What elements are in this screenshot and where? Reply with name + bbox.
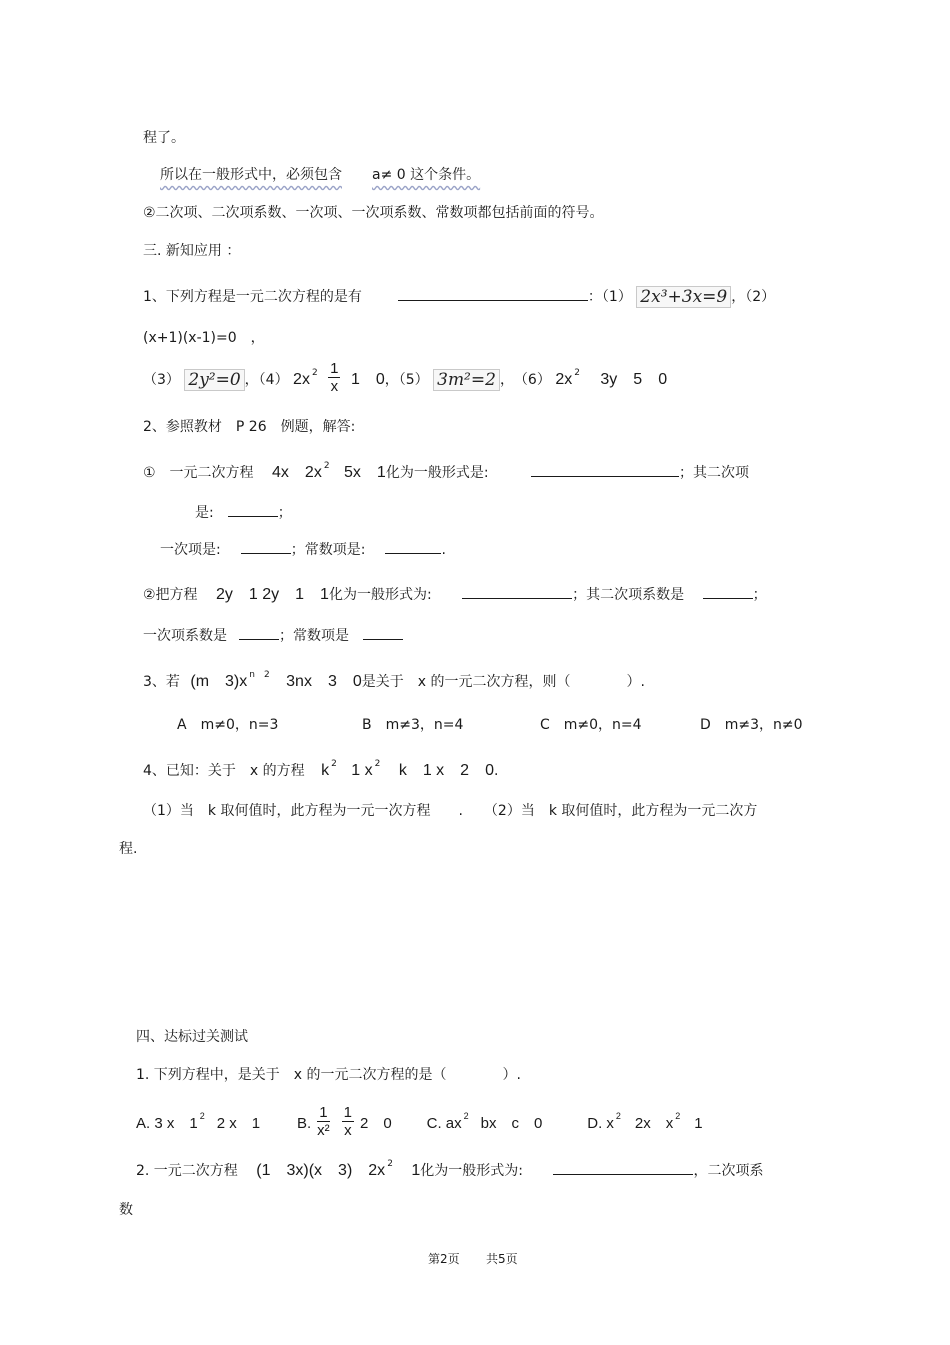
text-line: 数: [119, 1202, 133, 1218]
answer-blank[interactable]: [703, 584, 753, 599]
equation-image: 2x³+3x=9: [636, 286, 731, 308]
option-d[interactable]: D m≠3，n≠0: [700, 717, 803, 733]
question-2a-line3: [160, 539, 446, 559]
option-label: ， （6）: [499, 372, 551, 388]
text-fragment: ；常数项是:: [290, 542, 366, 558]
question-2b-line2: [143, 625, 403, 645]
text-line: 程了。: [143, 130, 185, 146]
exponent: n 2: [249, 670, 270, 680]
text-fragment: ；: [752, 587, 767, 603]
page-total: 共5页: [486, 1252, 518, 1266]
question-1-options: [143, 362, 667, 398]
numerator: 1: [317, 1104, 330, 1122]
equation: (1 3x)(x 3) 2x: [256, 1162, 386, 1179]
exponent: 2: [374, 759, 381, 769]
text-fragment: ：（1）: [587, 289, 632, 305]
fraction: [328, 360, 340, 396]
equation: 4x 2x: [272, 464, 322, 481]
answer-blank[interactable]: [239, 625, 279, 640]
denominator: x: [330, 378, 339, 395]
text-fragment: 3、若: [143, 674, 180, 690]
text-fragment: 化为一般形式为:: [328, 587, 432, 603]
exponent: 2: [675, 1110, 681, 1121]
equation: k 1 x 2 0: [398, 762, 494, 779]
equation: 2x: [555, 371, 573, 388]
answer-blank[interactable]: [385, 539, 441, 554]
equation: 2y 1 2y 1 1: [216, 586, 329, 603]
equation: 5x 1: [344, 464, 386, 481]
question-3: [143, 668, 645, 691]
option-b[interactable]: B m≠3，n=4: [362, 717, 464, 733]
exponent: 2: [331, 759, 337, 769]
question-2a: [143, 459, 749, 482]
equation-image: 2y²=0: [184, 369, 244, 391]
section-title: 三. 新知应用 ：: [143, 243, 241, 259]
exponent: 2: [311, 368, 318, 378]
equation: 3nx 3 0: [286, 673, 362, 690]
text-fragment: a≠ 0 这个条件。: [372, 167, 481, 183]
text-line: 程.: [119, 841, 138, 857]
equation: A. 3 x 1: [136, 1114, 198, 1132]
text-fragment: ① 一元二次方程: [143, 465, 254, 481]
option-b[interactable]: [296, 1104, 392, 1139]
text-fragment: 一次项系数是: [143, 628, 227, 644]
equation: 1: [694, 1114, 703, 1132]
text-fragment: 是:: [195, 505, 214, 521]
answer-blank[interactable]: [228, 502, 278, 517]
denominator: x: [344, 1122, 352, 1139]
equation: bx c 0: [480, 1114, 543, 1132]
question-2b: [143, 581, 767, 604]
text-fragment: ，（2）: [731, 289, 776, 305]
text-fragment: ；其二次项系数是: [572, 587, 685, 603]
text-fragment: 化为一般形式为:: [420, 1163, 523, 1179]
text-fragment: ，二次项系: [693, 1163, 764, 1179]
option-d[interactable]: [587, 1110, 703, 1132]
option-a[interactable]: A m≠0，n=3: [177, 717, 279, 733]
test-question-1-options: [136, 1106, 703, 1142]
equation: 3y 5 0: [584, 371, 668, 388]
denominator: x²: [317, 1122, 330, 1139]
equation: C. ax: [426, 1114, 462, 1132]
text-fragment: .: [441, 542, 446, 558]
answer-blank[interactable]: [398, 286, 588, 301]
exponent: 2: [387, 1159, 393, 1169]
page-number: 第2页: [428, 1252, 460, 1266]
answer-blank[interactable]: [241, 539, 291, 554]
option-label: （3）: [143, 372, 180, 388]
text-fragment: ；: [277, 505, 292, 521]
test-question-2: [136, 1157, 763, 1180]
exponent: 2: [574, 368, 580, 378]
section-title: 四、达标过关测试: [136, 1029, 248, 1045]
equation-image: 3m²=2: [433, 369, 500, 391]
text-fragment: 一次项是:: [160, 542, 221, 558]
text-fragment: ；常数项是: [279, 628, 349, 644]
exponent: 2: [463, 1110, 469, 1121]
numerator: 1: [343, 1104, 353, 1121]
text-fragment: 化为一般形式是:: [385, 465, 489, 481]
question-2: 2、参照教材 P 26 例题，解答:: [143, 419, 356, 435]
exponent: 2: [615, 1110, 621, 1121]
numerator: 1: [330, 360, 339, 377]
question-4-parts: （1）当 k 取何值时，此方程为一元一次方程 . （2）当 k 取何值时，此方程为一元二次方: [143, 803, 758, 819]
question-2a-line2: [195, 502, 292, 522]
equation: 1: [411, 1162, 421, 1179]
exponent: 2: [199, 1110, 205, 1121]
option-label: B.: [296, 1114, 312, 1132]
text-fragment: 所以在一般形式中，必须包含: [160, 167, 342, 183]
equation: 1 0: [350, 371, 385, 388]
option-c[interactable]: C m≠0，n=4: [540, 717, 642, 733]
question-1: [143, 286, 775, 308]
option-c[interactable]: [426, 1110, 543, 1132]
answer-blank[interactable]: [363, 625, 403, 640]
text-fragment: 4、已知：关于 x 的方程: [143, 763, 305, 779]
condition-line: [160, 164, 480, 184]
equation: 2x: [293, 371, 310, 388]
option-a[interactable]: [136, 1110, 261, 1132]
text-fragment: 是关于 x 的一元二次方程，则（ ）.: [361, 674, 645, 690]
text-fragment: ；其二次项: [679, 465, 749, 481]
equation: 2x x: [634, 1114, 674, 1132]
equation: 2 x 1: [216, 1114, 261, 1132]
text-fragment: .: [493, 763, 499, 779]
equation: k: [321, 762, 330, 779]
text-line: ②二次项、二次项系数、一次项、一次项系数、常数项都包括前面的符号。: [143, 205, 604, 221]
answer-blank[interactable]: [531, 462, 679, 477]
fraction: [342, 1104, 354, 1140]
question-4: [143, 757, 498, 780]
question-text: 1、下列方程是一元二次方程的是有: [143, 289, 362, 305]
equation: 2 0: [360, 1114, 392, 1132]
fraction: [317, 1104, 330, 1140]
option-label: ，（5）: [384, 372, 429, 388]
text-fragment: 2. 一元二次方程: [136, 1163, 238, 1179]
exponent: 2: [323, 461, 330, 471]
option-label: ，（4）: [244, 372, 289, 388]
answer-blank[interactable]: [462, 584, 572, 599]
equation: (m 3)x: [190, 673, 248, 690]
equation: D. x: [587, 1114, 614, 1132]
equation: 1 x: [351, 762, 373, 779]
test-question-1: 1. 下列方程中，是关于 x 的一元二次方程的是（ ）.: [136, 1067, 521, 1083]
answer-blank[interactable]: [553, 1160, 693, 1175]
text-line: (x+1)(x-1)=0 ，: [143, 330, 265, 346]
text-fragment: ②把方程: [143, 587, 198, 603]
